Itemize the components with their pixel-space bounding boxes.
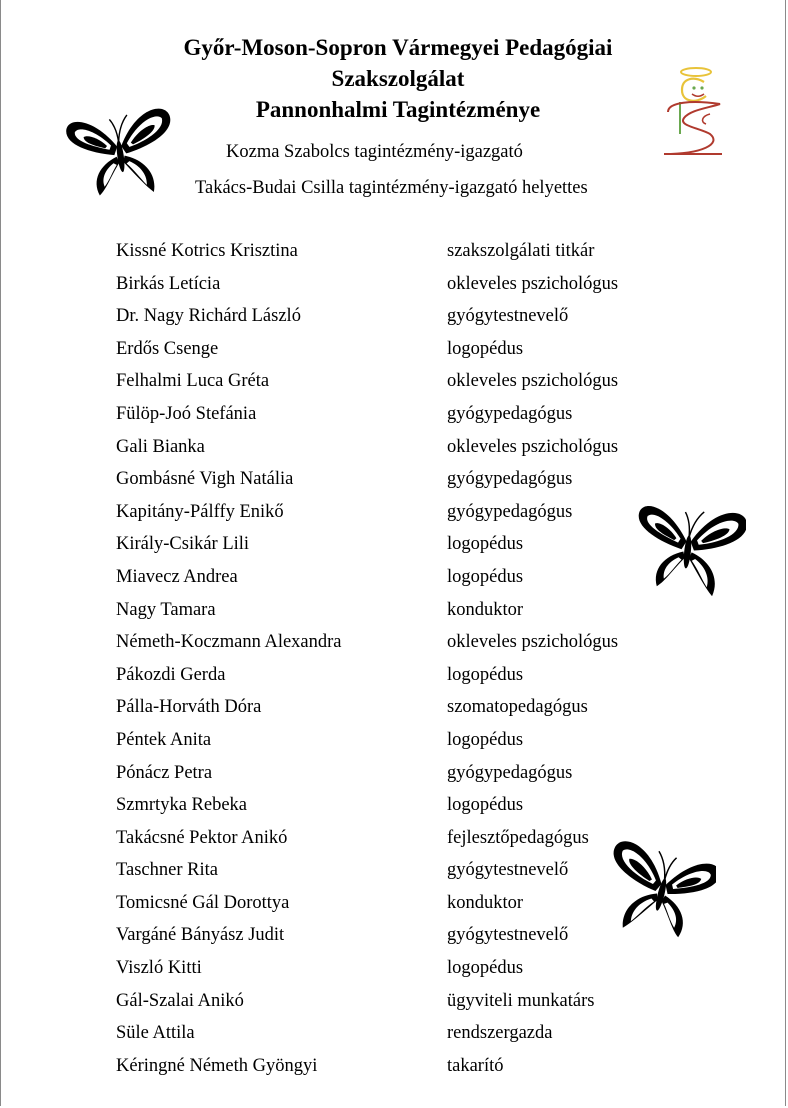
staff-name: Dr. Nagy Richárd László: [116, 306, 301, 327]
staff-row: [116, 955, 676, 988]
staff-name: Gali Bianka: [116, 436, 205, 457]
staff-name: Taschner Rita: [116, 860, 218, 881]
staff-name: Kéringné Németh Gyöngyi: [116, 1055, 318, 1076]
staff-name: Németh-Koczmann Alexandra: [116, 632, 342, 653]
staff-name: Pónácz Petra: [116, 762, 213, 783]
staff-name: Szmrtyka Rebeka: [116, 795, 247, 816]
page-title: [0, 32, 788, 125]
staff-role: konduktor: [447, 599, 524, 620]
staff-role: logopédus: [447, 729, 524, 750]
staff-row: [116, 271, 676, 304]
staff-name: Miavecz Andrea: [116, 566, 238, 587]
staff-role: gyógytestnevelő: [447, 860, 569, 881]
staff-role: ügyviteli munkatárs: [447, 990, 595, 1011]
staff-role: gyógytestnevelő: [447, 925, 569, 946]
staff-name: Gál-Szalai Anikó: [116, 990, 244, 1011]
staff-role: gyógypedagógus: [447, 762, 573, 783]
staff-row: [116, 694, 676, 727]
staff-row: [116, 499, 676, 532]
staff-row: [116, 434, 676, 467]
staff-role: logopédus: [447, 534, 524, 555]
title-line: Győr-Moson-Sopron Vármegyei Pedagógiai: [183, 35, 613, 60]
staff-role: logopédus: [447, 958, 524, 979]
staff-row: [116, 564, 676, 597]
staff-role: takarító: [447, 1055, 504, 1076]
staff-row: [116, 1053, 676, 1086]
staff-name: Viszló Kitti: [116, 958, 202, 979]
deputy-director: Takács-Budai Csilla tagintézmény-igazgató helyettes: [195, 178, 588, 198]
staff-name: Tomicsné Gál Dorottya: [116, 892, 290, 913]
staff-role: fejlesztőpedagógus: [447, 827, 589, 848]
staff-row: [116, 1020, 676, 1053]
staff-name: Pákozdi Gerda: [116, 664, 226, 685]
staff-role: logopédus: [447, 664, 524, 685]
staff-name: Fülöp-Joó Stefánia: [116, 403, 257, 424]
staff-name: Vargáné Bányász Judit: [116, 925, 285, 946]
staff-role: szakszolgálati titkár: [447, 241, 595, 261]
staff-name: Süle Attila: [116, 1023, 195, 1044]
staff-row: [116, 597, 676, 630]
staff-role: okleveles pszichológus: [447, 371, 619, 392]
staff-name: Pálla-Horváth Dóra: [116, 697, 262, 718]
staff-role: szomatopedagógus: [447, 697, 588, 718]
staff-name: Felhalmi Luca Gréta: [116, 371, 270, 392]
staff-row: [116, 760, 676, 793]
staff-row: [116, 890, 676, 923]
staff-role: rendszergazda: [447, 1023, 553, 1044]
staff-name: Birkás Letícia: [116, 273, 221, 294]
staff-row: [116, 336, 676, 369]
staff-role: logopédus: [447, 566, 524, 587]
staff-role: okleveles pszichológus: [447, 632, 619, 653]
title-line: Szakszolgálat: [331, 66, 465, 91]
staff-name: Kapitány-Pálffy Enikő: [116, 501, 284, 522]
staff-name: Péntek Anita: [116, 729, 212, 750]
staff-row: [116, 857, 676, 890]
staff-row: [116, 662, 676, 695]
staff-row: [116, 238, 676, 271]
staff-row: [116, 531, 676, 564]
institution-director: Kozma Szabolcs tagintézmény-igazgató: [226, 142, 523, 162]
staff-row: [116, 825, 676, 858]
staff-name: Takácsné Pektor Anikó: [116, 827, 288, 848]
staff-name: Nagy Tamara: [116, 599, 216, 620]
staff-role: gyógypedagógus: [447, 403, 573, 424]
staff-role: gyógypedagógus: [447, 501, 573, 522]
staff-name: Gombásné Vigh Natália: [116, 469, 294, 490]
staff-row: [116, 792, 676, 825]
staff-role: konduktor: [447, 892, 524, 913]
staff-name: Király-Csikár Lili: [116, 534, 250, 555]
staff-name: Kissné Kotrics Krisztina: [116, 241, 298, 261]
staff-row: [116, 368, 676, 401]
staff-row: [116, 303, 676, 336]
staff-role: logopédus: [447, 795, 524, 816]
title-line: Pannonhalmi Tagintézménye: [255, 97, 541, 122]
staff-row: [116, 988, 676, 1021]
staff-role: okleveles pszichológus: [447, 436, 619, 457]
staff-role: gyógypedagógus: [447, 469, 573, 490]
staff-name: Erdős Csenge: [116, 338, 219, 359]
staff-role: logopédus: [447, 338, 524, 359]
staff-row: [116, 727, 676, 760]
staff-row: [116, 629, 676, 662]
staff-row: [116, 401, 676, 434]
staff-role: okleveles pszichológus: [447, 273, 619, 294]
staff-row: [116, 922, 676, 955]
staff-list: [116, 238, 676, 1085]
staff-role: gyógytestnevelő: [447, 306, 569, 327]
staff-row: [116, 466, 676, 499]
